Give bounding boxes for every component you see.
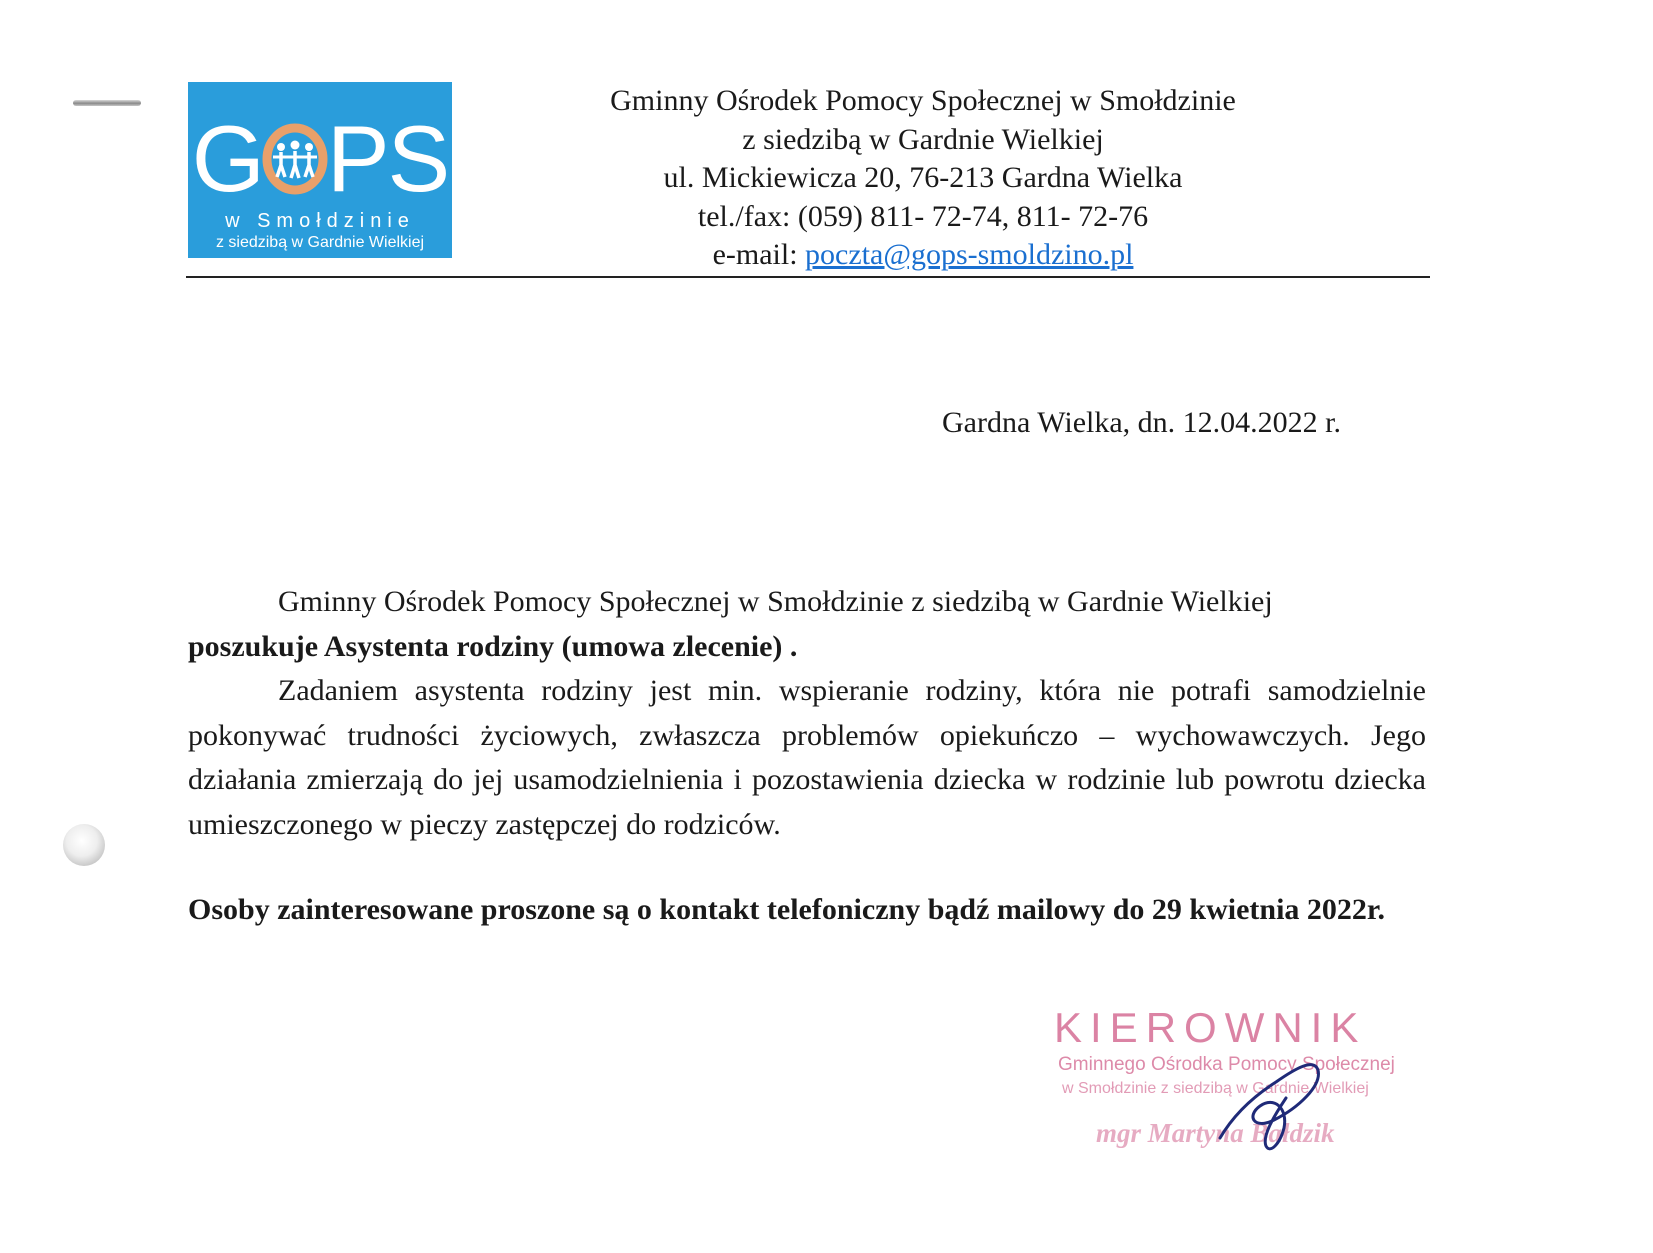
org-seat: z siedzibą w Gardnie Wielkiej <box>742 122 1104 156</box>
staple-mark <box>73 100 141 106</box>
letter-body <box>188 580 1426 847</box>
stamp-line-3: mgr Martyna Bałdzik <box>1096 1118 1335 1148</box>
contact-text: Osoby zainteresowane proszone są o kontakt telefoniczny bądź mailowy do 29 kwietnia 2022r. <box>188 893 1385 926</box>
logo-tagline: z siedzibą w Gardnie Wielkiej <box>215 234 425 251</box>
signature-scribble <box>1214 1046 1324 1158</box>
org-name: Gminny Ośrodek Pomocy Społecznej w Smołdzinie <box>610 84 1236 117</box>
paragraph-text: Zadaniem asystenta rodziny jest min. wspieranie rodziny, która nie potrafi samodzielnie pokonywać trudności życiowych, zwłaszcza problemów opiekuńczo – wychowawczych. Jego działania zmierzają do jej usamodzielnienia i pozostawienia dziecka w rodzinie lub powrotu dziecka umieszczonego w pieczy zastępczej do rodziców. <box>188 674 1426 841</box>
logo-letters-ps: PS <box>326 106 449 212</box>
logo-wordmark <box>188 102 452 212</box>
org-address: ul. Mickiewicza 20, 76-213 Gardna Wielka <box>663 161 1183 194</box>
stamp-title: KIEROWNIK <box>1054 1004 1367 1051</box>
email-link[interactable]: poczta@gops-smoldzino.pl <box>805 238 1134 271</box>
org-email-line <box>560 236 1286 275</box>
stamp-line-2: w Smołdzinie z siedzibą w Gardnie Wielkiej <box>1062 1080 1369 1097</box>
intro-text: Gminny Ośrodek Pomocy Społecznej w Smołdzinie z siedzibą w Gardnie Wielkiej <box>278 585 1273 618</box>
gops-logo <box>188 82 452 258</box>
punch-hole <box>63 824 105 866</box>
logo-letter-g: G <box>191 106 263 212</box>
stamp-line-1: Gminnego Ośrodka Pomocy Społecznej <box>1058 1054 1395 1075</box>
logo-subtitle: w Smołdzinie <box>225 210 415 232</box>
email-label: e-mail: <box>712 238 806 271</box>
org-phone: tel./fax: (059) 811- 72-74, 811- 72-76 <box>697 199 1149 233</box>
people-icon <box>261 121 329 197</box>
letterhead <box>560 82 1286 275</box>
header-divider <box>186 276 1430 278</box>
headline-text: poszukuje Asystenta rodziny (umowa zlecenie) . <box>188 629 798 663</box>
date-line: Gardna Wielka, dn. 12.04.2022 r. <box>942 406 1341 439</box>
